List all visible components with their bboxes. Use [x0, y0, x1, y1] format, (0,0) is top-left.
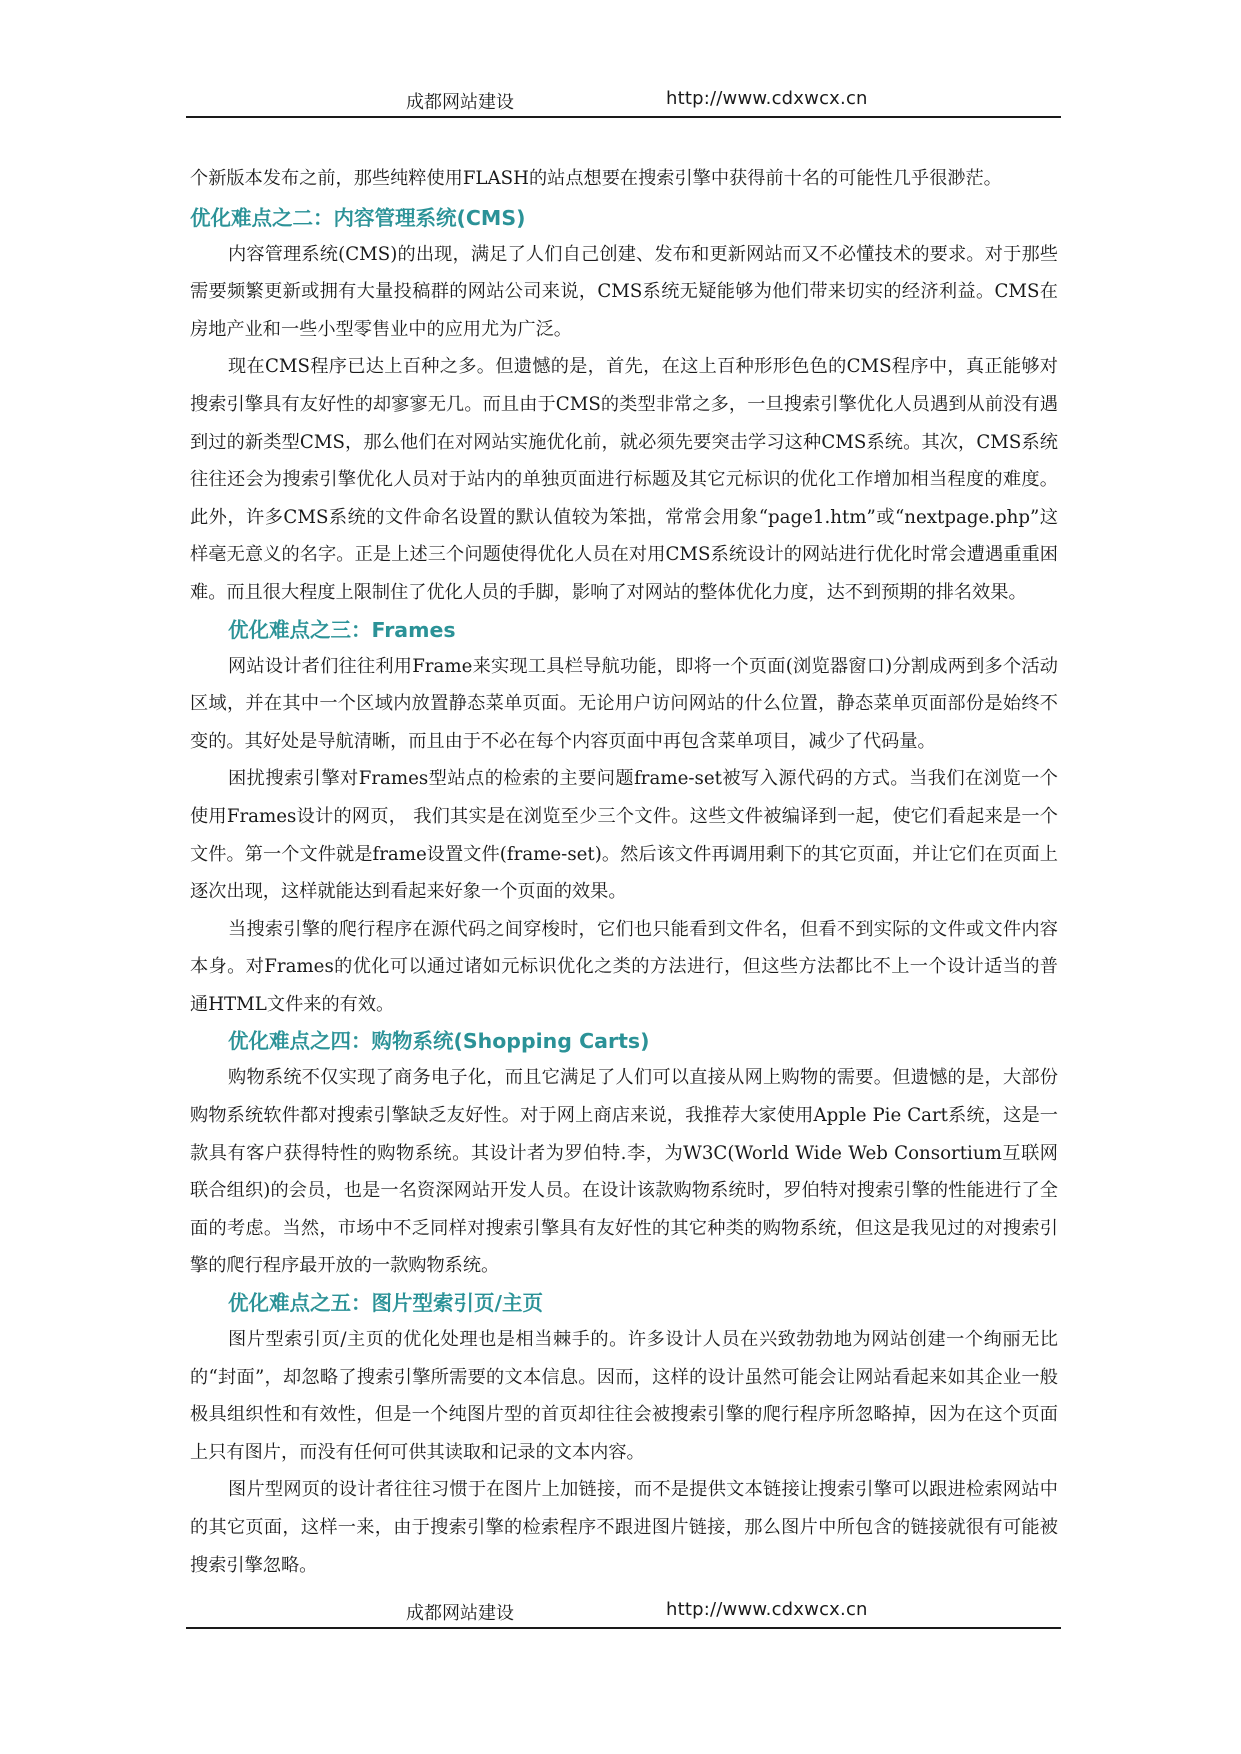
- section-heading: 优化难点之五：图片型索引页/主页: [228, 1291, 543, 1316]
- header-rule: [186, 116, 1061, 118]
- paragraph: 图片型网页的设计者往往习惯于在图片上加链接，而不是提供文本链接让搜索引擎可以跟进检索网站中的其它页面，这样一来，由于搜索引擎的检索程序不跟进图片链接，那么图片中所包含的链接就很有可能被搜索引擎忽略。: [190, 1479, 1058, 1576]
- paragraph: 内容管理系统(CMS)的出现，满足了人们自己创建、发布和更新网站而又不必懂技术的要求。对于那些需要频繁更新或拥有大量投稿群的网站公司来说，CMS系统无疑能够为他们带来切实的经济利益。CMS在房地产业和一些小型零售业中的应用尤为广泛。: [190, 243, 1058, 340]
- paragraph: 困扰搜索引擎对Frames型站点的检索的主要问题frame-set被写入源代码的方式。当我们在浏览一个使用Frames设计的网页， 我们其实是在浏览至少三个文件。这些文件被编译到一起，使它们看起来是一个文件。第一个文件就是frame设置文件(frame-set)。然后该文件再调用剩下的其它页面，并让它们在页面上逐次出现，这样就能达到看起来好象一个页面的效果。: [190, 768, 1058, 903]
- paragraph: 当搜索引擎的爬行程序在源代码之间穿梭时，它们也只能看到文件名，但看不到实际的文件或文件内容本身。对Frames的优化可以通过诸如元标识优化之类的方法进行，但这些方法都比不上一个设计适当的普通HTML文件来的有效。: [190, 918, 1058, 1015]
- paragraph: 个新版本发布之前，那些纯粹使用FLASH的站点想要在搜索引擎中获得前十名的可能性几乎很渺茫。: [190, 168, 1002, 189]
- footer-url: http://www.cdxwcx.cn: [666, 1599, 868, 1620]
- document-body: [190, 160, 1058, 1584]
- header-site-name: 成都网站建设: [406, 92, 514, 113]
- section-heading: 优化难点之三：Frames: [228, 617, 456, 642]
- footer-rule: [186, 1627, 1061, 1629]
- footer-text: [186, 1599, 1061, 1629]
- paragraph: 现在CMS程序已达上百种之多。但遗憾的是，首先，在这上百种形形色色的CMS程序中，真正能够对搜索引擎具有友好性的却寥寥无几。而且由于CMS的类型非常之多，一旦搜索引擎优化人员遇到从前没有遇到过的新类型CMS，那么他们在对网站实施优化前，就必须先要突击学习这种CMS系统。其次，CMS系统往往还会为搜索引擎优化人员对于站内的单独页面进行标题及其它元标识的优化工作增加相当程度的难度。此外，许多CMS系统的文件命名设置的默认值较为笨拙，常常会用象“page1.htm”或“nextpage.php”这样毫无意义的名字。正是上述三个问题使得优化人员在对用CMS系统设计的网站进行优化时常会遭遇重重困难。而且很大程度上限制住了优化人员的手脚，影响了对网站的整体优化力度，达不到预期的排名效果。: [190, 356, 1058, 603]
- paragraph: 图片型索引页/主页的优化处理也是相当棘手的。许多设计人员在兴致勃勃地为网站创建一个绚丽无比的“封面”，却忽略了搜索引擎所需要的文本信息。因而，这样的设计虽然可能会让网站看起来如其企业一般极具组织性和有效性，但是一个纯图片型的首页却往往会被搜索引擎的爬行程序所忽略掉，因为在这个页面上只有图片，而没有任何可供其读取和记录的文本内容。: [190, 1329, 1058, 1463]
- header-url: http://www.cdxwcx.cn: [666, 88, 868, 109]
- section-heading: 优化难点之四：购物系统(Shopping Carts): [228, 1029, 650, 1054]
- footer-site-name: 成都网站建设: [406, 1603, 514, 1624]
- paragraph: 网站设计者们往往利用Frame来实现工具栏导航功能，即将一个页面(浏览器窗口)分割成两到多个活动区域，并在其中一个区域内放置静态菜单页面。无论用户访问网站的什么位置，静态菜单页面部份是始终不变的。其好处是导航清晰，而且由于不必在每个内容页面中再包含菜单项目，减少了代码量。: [190, 655, 1058, 752]
- paragraph: 购物系统不仅实现了商务电子化，而且它满足了人们可以直接从网上购物的需要。但遗憾的是，大部份购物系统软件都对搜索引擎缺乏友好性。对于网上商店来说，我推荐大家使用Apple Pie Cart系统，这是一款具有客户获得特性的购物系统。其设计者为罗伯特.李，为W3C(World Wide Web Consortium互联网联合组织)的会员，也是一名资深网站开发人员。在设计该款购物系统时，罗伯特对搜索引擎的性能进行了全面的考虑。当然，市场中不乏同样对搜索引擎具有友好性的其它种类的购物系统，但这是我见过的对搜索引擎的爬行程序最开放的一款购物系统。: [190, 1067, 1058, 1277]
- header-text: [186, 88, 1061, 118]
- section-heading: 优化难点之二：内容管理系统(CMS): [190, 205, 526, 230]
